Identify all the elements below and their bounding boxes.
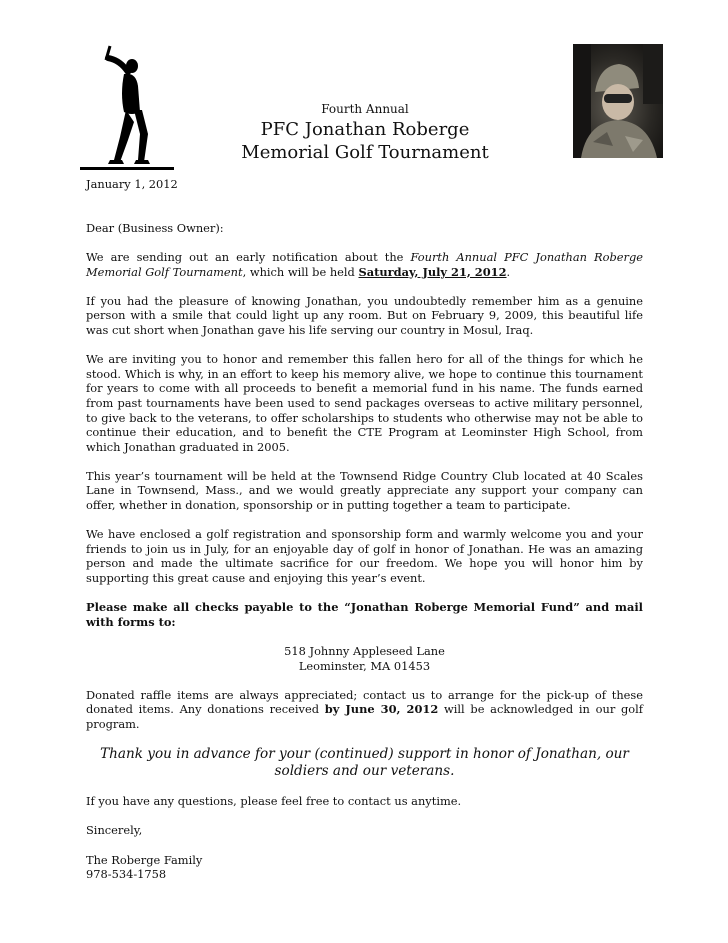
letter-date: January 1, 2012	[86, 177, 178, 191]
header-title-line2: Memorial Golf Tournament	[241, 142, 489, 163]
address-line-2: Leominster, MA 01453	[298, 658, 431, 673]
letter-body	[86, 177, 643, 882]
tournament-name: Fourth Annual PFC Jonathan Roberge Memorial Golf Tournament	[86, 249, 643, 279]
paragraph-3: We are inviting you to honor and remember this fallen hero for all of the things for which he stood. Which is why, in an effort to keep his memory alive, we hope to continue this tournament for years to come with all proceeds to benefit a memorial fund in his name. The funds earned from past tournaments have been used to send packages overseas to active military personnel, to give back to the veterans, to offer scholarships to students who otherwise may not be able to continue their education, and to benefit the CTE Program at Leominster High School, from which Jonathan graduated in 2005.	[86, 352, 643, 454]
checks-note: Please make all checks payable to the “Jonathan Roberge Memorial Fund” and mail with forms to:	[86, 600, 643, 629]
soldier-photo	[573, 44, 663, 158]
golfer-silhouette-icon	[80, 42, 174, 172]
paragraph-5: We have enclosed a golf registration and sponsorship form and warmly welcome you and your friends to join us in July, for an enjoyable day of golf in honor of Jonathan. He was an amazing person and made the ultimate sacrifice for our freedom. We hope you will honor him by supporting this great cause and enjoying this year’s event.	[86, 527, 643, 586]
thank-you-note: Thank you in advance for your (continued) support in honor of Jonathan, our soldiers and our veterans.	[100, 746, 629, 780]
salutation: Dear (Business Owner):	[86, 220, 224, 235]
header-title-line1: PFC Jonathan Roberge	[260, 119, 470, 140]
paragraph-2: If you had the pleasure of knowing Jonathan, you undoubtedly remember him as a genuine person with a smile that could light up any room. But on February 9, 2009, this beautiful life was cut short when Jonathan gave his life serving our country in Mosul, Iraq.	[86, 293, 643, 337]
signature-name: The Roberge Family	[86, 852, 203, 867]
questions-line: If you have any questions, please feel free to contact us anytime.	[86, 794, 462, 809]
letter-header	[230, 101, 500, 164]
event-date: Saturday, July 21, 2012	[358, 264, 507, 279]
mailing-address	[86, 644, 643, 673]
paragraph-4: This year’s tournament will be held at the Townsend Ridge Country Club located at 40 Scales Lane in Townsend, Mass., and we would greatly appreciate any support your company can offer, whether in donation, sponsorship or in putting together a team to participate.	[86, 468, 643, 513]
donation-deadline: by June 30, 2012	[324, 702, 439, 717]
closing: Sincerely,	[86, 823, 143, 838]
signature-block	[86, 853, 643, 882]
paragraph-6: Donated raffle items are always appreciated; contact us to arrange for the pick-up of these donated items. Any donations received by June 30, 2012 will be acknowledged in our golf program.	[86, 687, 644, 731]
signature-phone: 978-534-1758	[86, 867, 167, 882]
header-pre-title: Fourth Annual	[321, 102, 409, 116]
address-line-1: 518 Johnny Appleseed Lane	[284, 644, 445, 658]
paragraph-1: We are sending out an early notification about the Fourth Annual PFC Jonathan Roberge Memorial Golf Tournament, which will be held Saturday, July 21, 2012.	[86, 249, 643, 279]
